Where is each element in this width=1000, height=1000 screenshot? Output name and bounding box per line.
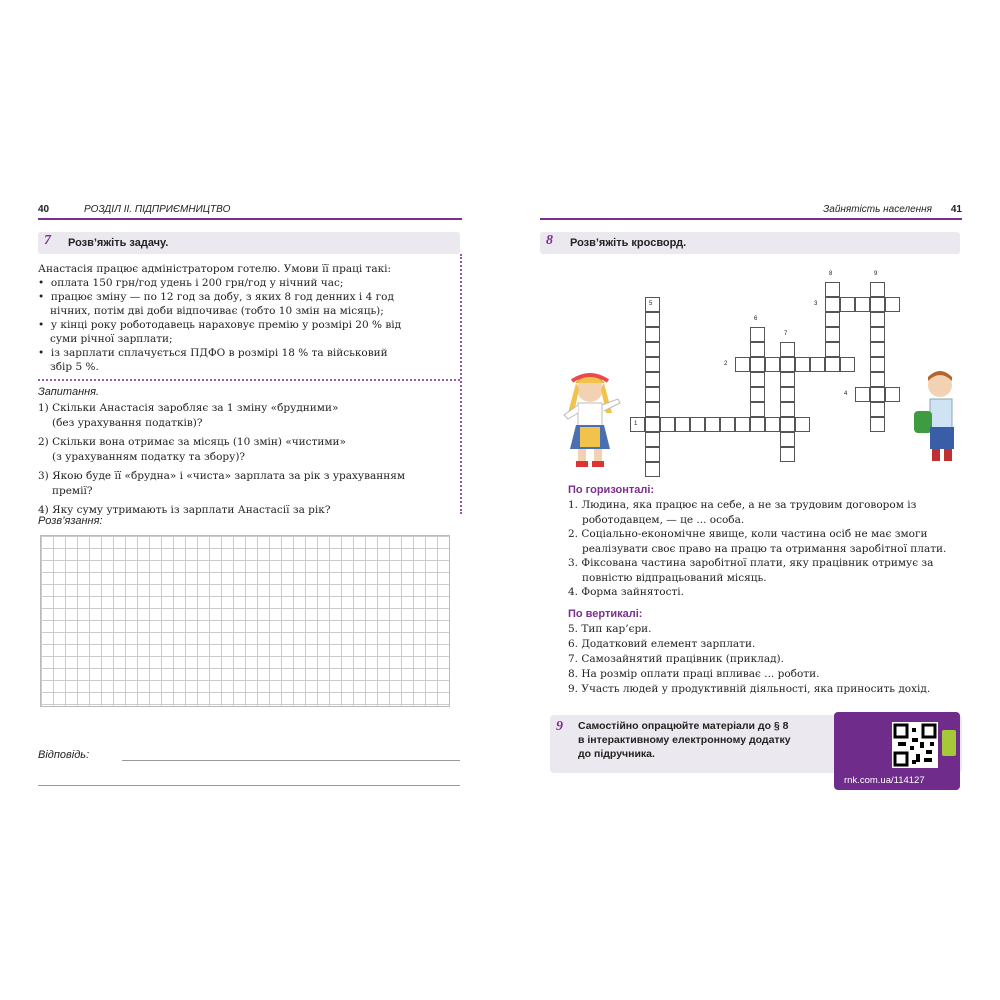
list-item: • у кінці року роботодавець нараховує премію у розмірі 20 % від	[38, 319, 402, 331]
crossword-number: 5	[649, 301, 653, 307]
right-header	[540, 200, 962, 220]
list-item: 2) Скільки вона отримає за місяць (10 змін) «чистими»	[38, 436, 346, 448]
list-item: суми річної зарплати;	[50, 333, 173, 345]
crossword-cell[interactable]	[675, 417, 690, 432]
answer-line[interactable]	[38, 785, 460, 786]
crossword-number: 8	[829, 271, 833, 277]
list-item: 5. Тип кар’єри.	[568, 623, 652, 635]
crossword-cell[interactable]	[780, 417, 795, 432]
crossword-cell[interactable]	[780, 342, 795, 357]
crossword-cell[interactable]	[870, 372, 885, 387]
task-8-band	[540, 232, 960, 254]
crossword-cell[interactable]	[750, 387, 765, 402]
vertical-clues	[568, 622, 960, 697]
list-item: • із зарплати сплачується ПДФО в розмірі 18 % та військовий	[38, 347, 388, 359]
left-page	[38, 200, 462, 800]
crossword-cell[interactable]	[780, 402, 795, 417]
list-item: нічних, потім дві доби відпочиває (тобто 10 змін на місяць);	[50, 305, 384, 317]
crossword-cell[interactable]	[645, 447, 660, 462]
solution-grid[interactable]	[40, 535, 450, 707]
list-item: збір 5 %.	[50, 361, 99, 373]
crossword-cell[interactable]	[780, 357, 795, 372]
page-number: 40	[38, 204, 50, 215]
qr-code-icon[interactable]	[892, 722, 938, 768]
list-item: (з урахуванням податку та збору)?	[52, 451, 246, 463]
answer-label: Відповідь:	[38, 749, 90, 761]
crossword-cell[interactable]	[645, 312, 660, 327]
crossword-cell[interactable]	[855, 387, 870, 402]
bullet-list	[38, 276, 458, 374]
crossword-cell[interactable]	[780, 432, 795, 447]
vertical-label: По вертикалі:	[568, 608, 643, 620]
list-item: 8. На розмір оплати праці впливає ... роботи.	[568, 668, 820, 680]
crossword-number: 6	[754, 316, 758, 322]
questions-label: Запитання.	[38, 386, 100, 398]
crossword-cell[interactable]	[735, 357, 750, 372]
solution-label: Розв’язання:	[38, 515, 103, 527]
crossword-number: 7	[784, 331, 788, 337]
crossword-cell[interactable]	[825, 312, 840, 327]
crossword-cell[interactable]	[645, 387, 660, 402]
list-item: реалізувати своє право на працю та отримання заробітної плати.	[582, 542, 947, 555]
crossword-cell[interactable]	[825, 342, 840, 357]
crossword-cell[interactable]	[750, 357, 765, 372]
page-number: 41	[950, 204, 962, 215]
crossword-cell[interactable]	[855, 297, 870, 312]
task-number: 7	[44, 233, 51, 248]
crossword-cell[interactable]	[840, 357, 855, 372]
crossword-cell[interactable]	[810, 357, 825, 372]
crossword-cell[interactable]	[645, 372, 660, 387]
crossword-cell[interactable]	[825, 327, 840, 342]
crossword-cell[interactable]	[885, 297, 900, 312]
crossword-cell[interactable]	[645, 342, 660, 357]
list-item: 3. Фіксована частина заробітної плати, яку працівник отримує за	[568, 557, 934, 569]
qr-link-box[interactable]	[834, 712, 960, 790]
list-item: 9. Участь людей у продуктивній діяльності, яка приносить дохід.	[568, 683, 931, 695]
crossword-cell[interactable]	[735, 417, 750, 432]
crossword-cell[interactable]	[870, 357, 885, 372]
crossword-cell[interactable]	[750, 327, 765, 342]
task-9-line: в інтерактивному електронному додатку	[578, 734, 791, 746]
crossword-cell[interactable]	[780, 447, 795, 462]
crossword-number: 2	[724, 361, 728, 367]
crossword-cell[interactable]	[690, 417, 705, 432]
crossword-cell[interactable]	[750, 402, 765, 417]
crossword-cell[interactable]	[780, 387, 795, 402]
list-item: повністю відпрацьований місяць.	[582, 571, 767, 584]
answer-line[interactable]	[122, 760, 460, 761]
crossword-cell[interactable]	[825, 357, 840, 372]
resource-link[interactable]: rnk.com.ua/114127	[844, 775, 925, 786]
crossword-cell[interactable]	[750, 342, 765, 357]
task-title: Розв’яжіть кросворд.	[570, 237, 687, 249]
girl-illustration	[548, 365, 632, 469]
clip-icon	[942, 730, 956, 756]
crossword-cell[interactable]	[795, 417, 810, 432]
crossword-number: 1	[634, 421, 638, 427]
crossword-cell[interactable]	[720, 417, 735, 432]
crossword-cell[interactable]	[870, 387, 885, 402]
boy-illustration	[910, 365, 964, 469]
crossword-cell[interactable]	[870, 342, 885, 357]
list-item: (без урахування податків)?	[52, 417, 203, 429]
task-7-band	[38, 232, 460, 254]
crossword-cell[interactable]	[645, 402, 660, 417]
crossword-cell[interactable]	[870, 417, 885, 432]
crossword-cell[interactable]	[645, 462, 660, 477]
horizontal-label: По горизонталі:	[568, 484, 655, 496]
list-item: 6. Додатковий елемент зарплати.	[568, 638, 756, 650]
crossword-cell[interactable]	[885, 387, 900, 402]
list-item: 4. Форма зайнятості.	[568, 586, 685, 598]
list-item: 1. Людина, яка працює на себе, а не за трудовим договором із	[568, 499, 917, 511]
crossword-cell[interactable]	[825, 297, 840, 312]
crossword-cell[interactable]	[795, 357, 810, 372]
crossword-cell[interactable]	[825, 282, 840, 297]
task-9-line: до підручника.	[578, 748, 655, 760]
crossword-cell[interactable]	[645, 357, 660, 372]
horizontal-clues	[568, 498, 960, 600]
crossword-number: 3	[814, 301, 818, 307]
section-title: Зайнятість населення	[823, 204, 932, 215]
crossword-cell[interactable]	[780, 372, 795, 387]
task-intro: Анастасія працює адміністратором готелю. Умови її праці такі:	[38, 263, 392, 275]
task-title: Розв’яжіть задачу.	[68, 237, 169, 249]
crossword-cell[interactable]	[870, 282, 885, 297]
list-item: 2. Соціально-економічне явище, коли частина осіб не має змоги	[568, 528, 928, 540]
task-9-text	[578, 719, 791, 761]
crossword-cell[interactable]	[645, 417, 660, 432]
crossword-cell[interactable]	[660, 417, 675, 432]
list-item: • працює зміну — по 12 год за добу, з яких 8 год денних і 4 год	[38, 291, 394, 303]
section-title: РОЗДІЛ ІІ. ПІДПРИЄМНИЦТВО	[84, 204, 231, 215]
task-number: 8	[546, 233, 553, 248]
crossword-cell[interactable]	[750, 417, 765, 432]
crossword-cell[interactable]	[645, 297, 660, 312]
crossword-cell[interactable]	[765, 357, 780, 372]
list-item: 7. Самозайнятий працівник (приклад).	[568, 653, 784, 665]
crossword-cell[interactable]	[705, 417, 720, 432]
list-item: 1) Скільки Анастасія заробляє за 1 зміну «брудними»	[38, 402, 339, 414]
crossword-cell[interactable]	[645, 327, 660, 342]
divider	[38, 379, 460, 381]
crossword-cell[interactable]	[645, 432, 660, 447]
questions-list	[38, 401, 458, 518]
crossword-cell[interactable]	[870, 402, 885, 417]
crossword-cell[interactable]	[870, 312, 885, 327]
crossword-cell[interactable]	[750, 372, 765, 387]
crossword-cell[interactable]	[870, 327, 885, 342]
list-item: премії?	[52, 485, 93, 497]
divider	[460, 254, 462, 514]
list-item: • оплата 150 грн/год удень і 200 грн/год у нічний час;	[38, 277, 344, 289]
left-header	[38, 200, 462, 220]
list-item: 4) Яку суму утримають із зарплати Анастасії за рік?	[38, 504, 331, 516]
crossword-cell[interactable]	[765, 417, 780, 432]
crossword-cell[interactable]	[840, 297, 855, 312]
right-page	[540, 200, 962, 800]
task-number: 9	[556, 719, 563, 734]
crossword-cell[interactable]	[630, 417, 645, 432]
list-item: роботодавцем, — це ... особа.	[582, 513, 745, 526]
crossword-cell[interactable]	[870, 297, 885, 312]
task-9-line: Самостійно опрацюйте матеріали до § 8	[578, 720, 789, 732]
list-item: 3) Якою буде її «брудна» і «чиста» зарплата за рік з урахуванням	[38, 470, 406, 482]
crossword-number: 4	[844, 391, 848, 397]
crossword-number: 9	[874, 271, 878, 277]
